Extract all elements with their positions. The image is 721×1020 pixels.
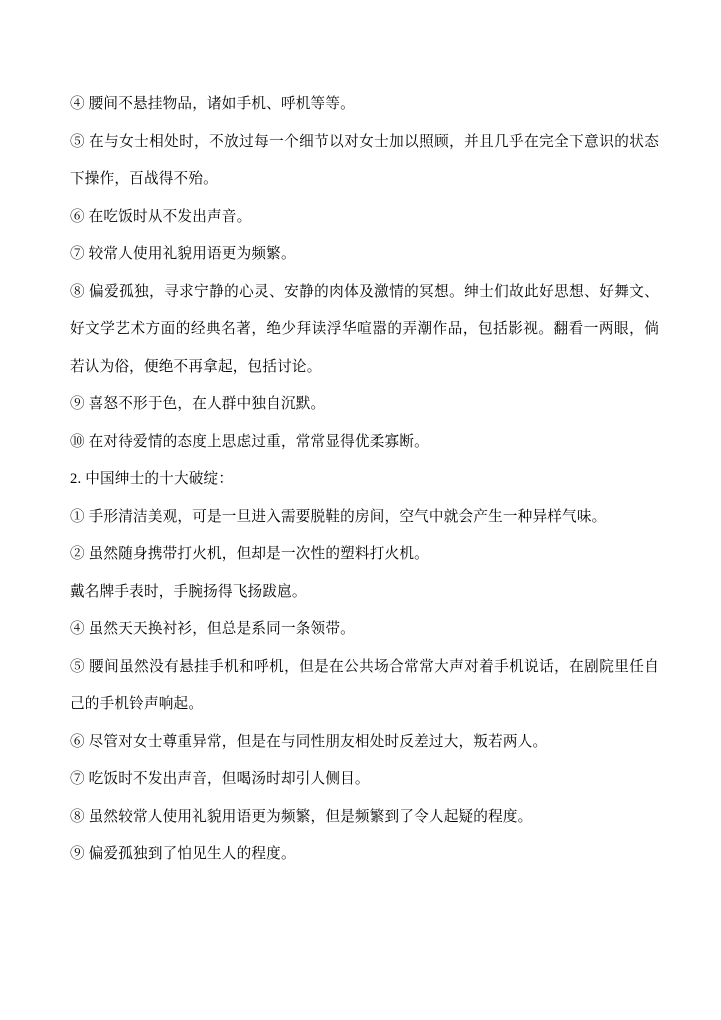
paragraph-item-10-gentleman: ⑩ 在对待爱情的态度上思虑过重，常常显得优柔寡断。: [70, 433, 429, 450]
paragraph-flaw-7: ⑦ 吃饭时不发出声音，但喝汤时却引人侧目。: [70, 771, 370, 787]
paragraph-flaw-4: ④ 虽然天天换衬衫，但总是系同一条领带。: [70, 621, 355, 637]
paragraph-item-7-gentleman: ⑦ 较常人使用礼貌用语更为频繁。: [70, 246, 296, 262]
paragraph-item-9-gentleman: ⑨ 喜怒不形于色，在人群中独自沉默。: [70, 396, 326, 412]
paragraph-item-8-gentleman: ⑧ 偏爱孤独，寻求宁静的心灵、安静的肉体及激情的冥想。绅士们故此好思想、好舞文、好文学艺术方面的经典名著，绝少拜读浮华喧嚣的弄潮作品，包括影视。翻看一两眼，倘若认为俗，便绝不再拿起，包括讨论。: [70, 283, 659, 375]
paragraph-flaw-5: ⑤ 腰间虽然没有悬挂手机和呼机，但是在公共场合常常大声对着手机说话，在剧院里任自己的手机铃声响起。: [70, 658, 659, 712]
paragraph-flaw-8: ⑧ 虽然较常人使用礼貌用语更为频繁，但是频繁到了令人起疑的程度。: [70, 808, 533, 825]
paragraph-item-4-gentleman: ④ 腰间不悬挂物品，诸如手机、呼机等等。: [70, 96, 355, 112]
document-body: [62, 86, 659, 874]
paragraph-item-6-gentleman: ⑥ 在吃饭时从不发出声音。: [70, 208, 252, 225]
paragraph-flaw-2: ② 虽然随身携带打火机，但却是一次性的塑料打火机。: [70, 546, 429, 562]
paragraph-section-2-heading: 2. 中国绅士的十大破绽：: [70, 471, 234, 487]
paragraph-item-5-gentleman: ⑤ 在与女士相处时，不放过每一个细节以对女士加以照顾，并且几乎在完全下意识的状态下操作，百战得不殆。: [70, 133, 659, 187]
paragraph-flaw-9: ⑨ 偏爱孤独到了怕见生人的程度。: [70, 846, 296, 862]
paragraph-flaw-1: ① 手形清洁美观，可是一旦进入需要脱鞋的房间，空气中就会产生一种异样气味。: [70, 508, 607, 525]
paragraph-flaw-6: ⑥ 尽管对女士尊重异常，但是在与同性朋友相处时反差过大，叛若两人。: [70, 733, 548, 750]
paragraph-flaw-3: 戴名牌手表时，手腕扬得飞扬跋扈。: [70, 583, 307, 600]
